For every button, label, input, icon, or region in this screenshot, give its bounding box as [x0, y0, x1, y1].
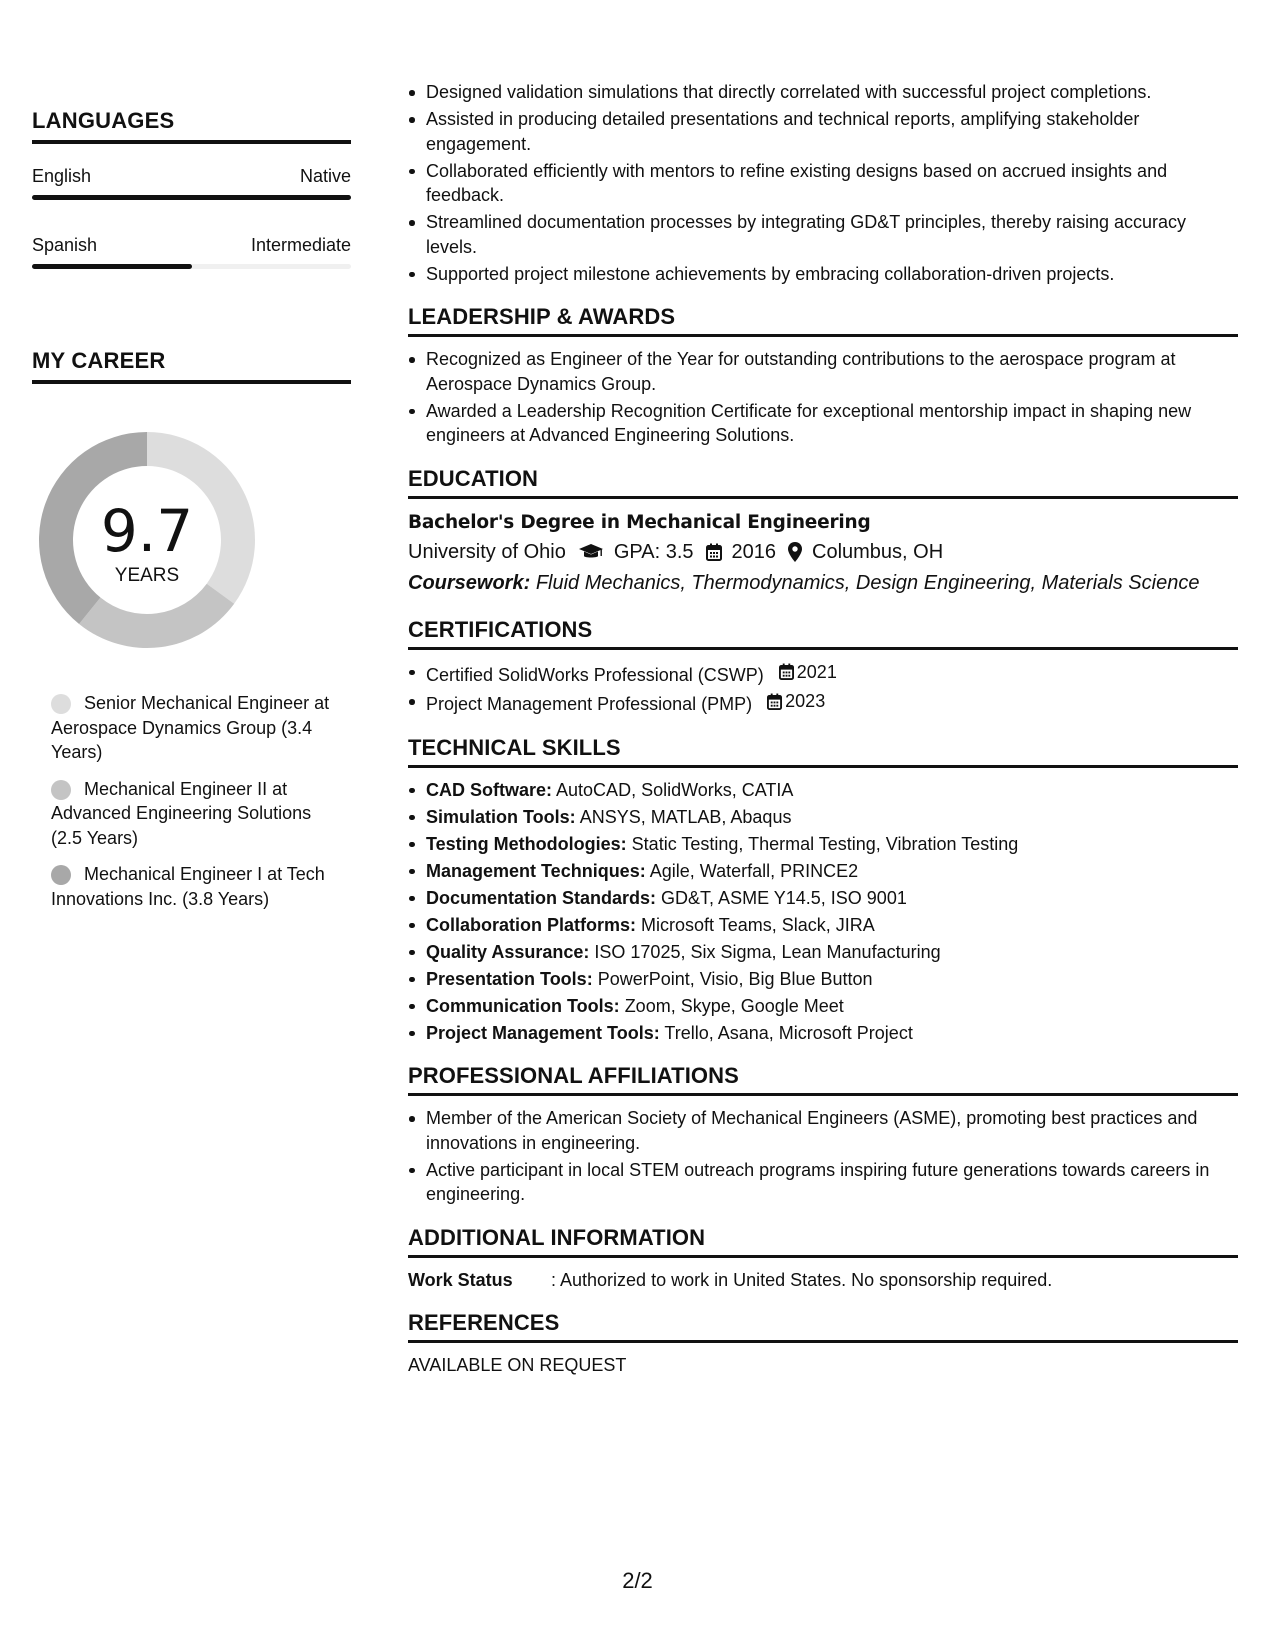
language-name: English: [32, 166, 92, 186]
skill-label: Management Techniques:: [426, 860, 646, 881]
education-school: University of Ohio: [408, 540, 566, 563]
references-section: [408, 1310, 1238, 1377]
skill-label: CAD Software:: [426, 779, 553, 800]
work-status-value: : Authorized to work in United States. No sponsorship required.: [551, 1269, 1053, 1290]
skill-value: Trello, Asana, Microsoft Project: [664, 1022, 913, 1043]
affiliation-item: Member of the American Society of Mechanical Engineers (ASME), promoting best practices and innovations in engineering.: [408, 1106, 1238, 1155]
certification-item: [408, 689, 1238, 716]
coursework-label: Coursework:: [408, 571, 531, 594]
affiliation-item: Active participant in local STEM outreach programs inspiring future generations towards careers in engineering.: [408, 1158, 1238, 1207]
calendar-icon: [706, 543, 722, 561]
education-gpa: GPA: 3.5: [613, 540, 694, 563]
skill-label: Project Management Tools:: [426, 1022, 660, 1043]
skill-item: [408, 913, 1238, 938]
experience-bullet: Designed validation simulations that directly correlated with successful project completions.: [408, 80, 1238, 105]
skill-item: [408, 1021, 1238, 1046]
language-proficiency-fill: [32, 264, 192, 269]
skill-item: [408, 859, 1238, 884]
calendar-icon: [767, 693, 782, 710]
certification-date: [767, 689, 825, 714]
experience-bullet: Assisted in producing detailed presentations and technical reports, amplifying stakeholder engagement.: [408, 107, 1238, 156]
career-total-value: 9.7: [100, 497, 194, 565]
certification-year: 2021: [796, 661, 837, 682]
skill-label: Testing Methodologies:: [426, 833, 627, 854]
education-location: Columbus, OH: [812, 540, 944, 563]
certifications-section: [408, 617, 1238, 717]
leadership-item: Awarded a Leadership Recognition Certificate for exceptional mentorship impact in shaping new engineers at Advanced Engineering Solutions.: [408, 399, 1238, 448]
location-pin-icon: [788, 542, 802, 562]
skill-item: [408, 940, 1238, 965]
education-section: [408, 466, 1238, 599]
skill-label: Presentation Tools:: [426, 968, 593, 989]
career-legend: [51, 691, 341, 923]
skill-value: Agile, Waterfall, PRINCE2: [649, 860, 859, 881]
skill-item: [408, 778, 1238, 803]
certification-name: Certified SolidWorks Professional (CSWP): [426, 664, 764, 685]
skill-item: [408, 967, 1238, 992]
career-legend-item: [51, 862, 341, 911]
additional-info-heading: ADDITIONAL INFORMATION: [408, 1225, 1238, 1258]
experience-bullet-list: [408, 80, 1238, 286]
affiliations-section: [408, 1063, 1238, 1207]
career-total-unit: YEARS: [114, 565, 180, 586]
skills-heading: TECHNICAL SKILLS: [408, 735, 1238, 768]
skills-section: [408, 735, 1238, 1046]
skill-label: Collaboration Platforms:: [426, 914, 637, 935]
career-legend-item: [51, 691, 341, 765]
work-status-label: Work Status: [408, 1269, 513, 1290]
skill-item: [408, 994, 1238, 1019]
skill-item: [408, 886, 1238, 911]
experience-bullet: Streamlined documentation processes by integrating GD&T principles, thereby raising accuracy levels.: [408, 210, 1238, 259]
leadership-section: [408, 304, 1238, 448]
additional-info-section: [408, 1225, 1238, 1292]
language-proficiency-bar: [32, 264, 351, 269]
certification-year: 2023: [785, 691, 826, 712]
experience-bullet: Supported project milestone achievements by embracing collaboration-driven projects.: [408, 262, 1238, 287]
skill-value: ANSYS, MATLAB, Abaqus: [579, 806, 792, 827]
experience-bullet: Collaborated efficiently with mentors to refine existing designs based on accrued insights and feedback.: [408, 159, 1238, 208]
right-column: [408, 80, 1238, 1377]
certification-name: Project Management Professional (PMP): [426, 694, 753, 714]
legend-dot-icon: [51, 780, 71, 800]
language-name: Spanish: [32, 235, 98, 255]
skill-value: Zoom, Skype, Google Meet: [624, 995, 844, 1016]
leadership-heading: LEADERSHIP & AWARDS: [408, 304, 1238, 337]
education-year: 2016: [731, 540, 777, 563]
education-degree: Bachelor's Degree in Mechanical Engineering: [408, 511, 871, 533]
language-proficiency-bar: [32, 195, 351, 200]
career-role-text: Mechanical Engineer I at Tech Innovations Inc. (3.8 Years): [51, 864, 325, 909]
references-text: AVAILABLE ON REQUEST: [408, 1354, 627, 1375]
skill-value: GD&T, ASME Y14.5, ISO 9001: [661, 887, 907, 908]
skill-label: Quality Assurance:: [426, 941, 590, 962]
certification-date: [779, 660, 837, 685]
language-level: Intermediate: [250, 235, 351, 255]
certifications-heading: CERTIFICATIONS: [408, 617, 1238, 650]
skill-value: Static Testing, Thermal Testing, Vibration Testing: [631, 833, 1019, 854]
references-heading: REFERENCES: [408, 1310, 1238, 1343]
education-details: [408, 537, 1238, 568]
calendar-icon: [779, 663, 794, 680]
skill-label: Communication Tools:: [426, 995, 620, 1016]
affiliations-heading: PROFESSIONAL AFFILIATIONS: [408, 1063, 1238, 1096]
skill-label: Simulation Tools:: [426, 806, 576, 827]
leadership-item: Recognized as Engineer of the Year for outstanding contributions to the aerospace program at Aerospace Dynamics Group.: [408, 347, 1238, 396]
skill-value: Microsoft Teams, Slack, JIRA: [641, 914, 875, 935]
coursework-list: Fluid Mechanics, Thermodynamics, Design Engineering, Materials Science: [535, 571, 1200, 594]
skill-item: [408, 805, 1238, 830]
career-donut-chart: [32, 425, 262, 655]
skill-value: AutoCAD, SolidWorks, CATIA: [556, 779, 794, 800]
language-level: Native: [299, 166, 351, 186]
career-heading: MY CAREER: [32, 348, 351, 384]
language-item-english: [32, 166, 351, 200]
career-role-text: Mechanical Engineer II at Advanced Engineering Solutions (2.5 Years): [51, 778, 312, 848]
legend-dot-icon: [51, 865, 71, 885]
certification-item: [408, 660, 1238, 687]
language-item-spanish: [32, 235, 351, 269]
skill-value: ISO 17025, Six Sigma, Lean Manufacturing: [594, 941, 941, 962]
skill-label: Documentation Standards:: [426, 887, 657, 908]
skill-item: [408, 832, 1238, 857]
career-role-text: Senior Mechanical Engineer at Aerospace Dynamics Group (3.4 Years): [51, 693, 330, 762]
donut-center: [32, 425, 262, 655]
work-status-row: [408, 1268, 1238, 1292]
education-coursework: [408, 568, 1238, 599]
language-proficiency-fill: [32, 195, 351, 200]
education-heading: EDUCATION: [408, 466, 1238, 499]
skill-value: PowerPoint, Visio, Big Blue Button: [597, 968, 873, 989]
career-legend-item: [51, 777, 341, 851]
legend-dot-icon: [51, 694, 71, 714]
languages-heading: LANGUAGES: [32, 108, 351, 144]
page-number: 2/2: [622, 1568, 653, 1593]
graduation-cap-icon: [578, 543, 604, 561]
